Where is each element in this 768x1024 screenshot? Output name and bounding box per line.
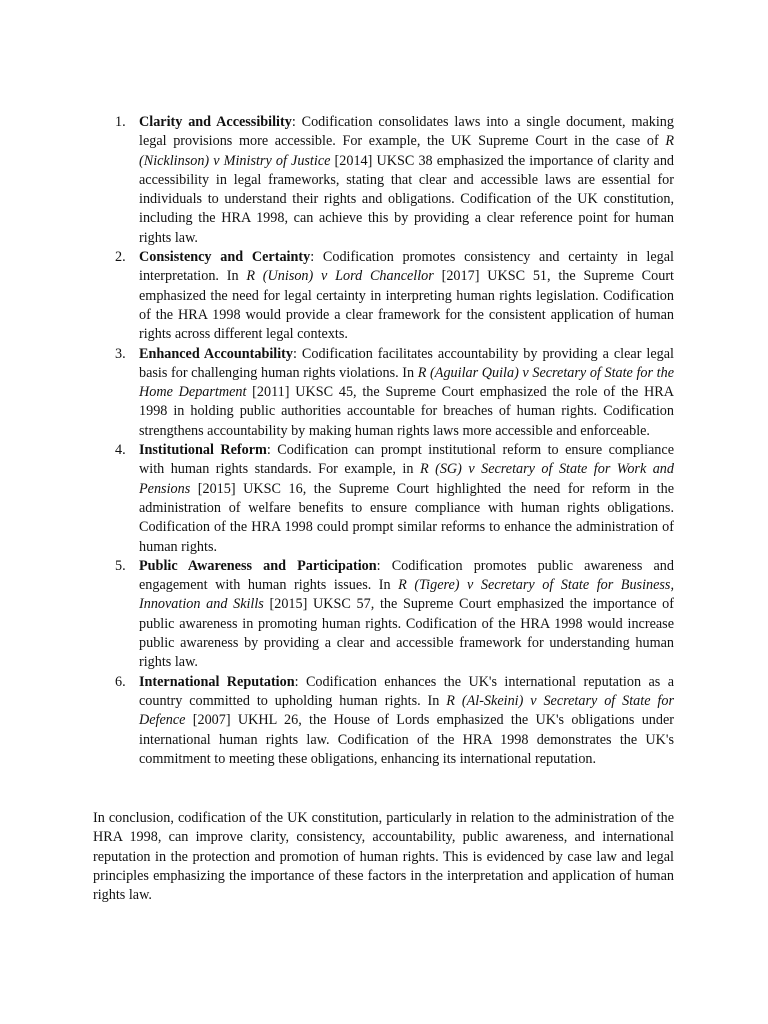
case-name: R (Al-Skeini) v Secretary of State for Defence: [139, 692, 674, 729]
case-name: R (SG) v Secretary of State for Work and Pensions: [139, 461, 674, 497]
item-text: [2017] UKSC 51, the Supreme Court emphasized the need for legal certainty in interpreting human rights legislation. Codification of the HRA 1998 would provide a clear framework for the consistent application of human rights across different legal contexts.: [139, 268, 674, 343]
item-text: : Codification promotes public awareness and engagement with human rights issues. In: [139, 557, 674, 594]
item-text: : Codification promotes consistency and certainty in legal interpretation. In: [139, 249, 674, 285]
item-number: 2.: [115, 249, 126, 266]
item-number: 3.: [115, 345, 126, 362]
list-item-international-reputation: [108, 673, 674, 769]
list-item-accountability: [108, 345, 674, 441]
item-heading: Enhanced Accountability: [139, 345, 293, 362]
list-item-clarity: [108, 113, 674, 248]
case-name: R (Nicklinson) v Ministry of Justice: [139, 133, 674, 169]
conclusion-paragraph: In conclusion, codification of the UK constitution, particularly in relation to the administration of the HRA 1998, can improve clarity, consistency, accountability, public awareness, and international reputation in the protection and promotion of human rights. This is evidenced by case law and legal principles emphasizing the importance of these factors in the interpretation and application of human rights law.: [93, 810, 674, 904]
list-item-institutional-reform: [108, 441, 674, 557]
item-text: [2011] UKSC 45, the Supreme Court emphasized the role of the HRA 1998 in holding public authorities accountable for breaches of human rights. Codification strengthens accountability by making human rights laws more accessible and enforceable.: [139, 384, 675, 439]
numbered-list: [108, 113, 674, 769]
item-text: [2015] UKSC 57, the Supreme Court emphasized the importance of public awareness in promoting human rights. Codification of the HRA 1998 would increase public awareness by providing a clear and accessible framework for understanding human rights law.: [139, 596, 674, 671]
item-text: : Codification consolidates laws into a single document, making legal provisions more accessible. For example, the UK Supreme Court in the case of: [139, 114, 674, 150]
item-text: [2014] UKSC 38 emphasized the importance of clarity and accessibility in legal frameworks, stating that clear and accessible laws are essential for individuals to understand their rights and obligations. Codification of the UK constitution, including the HRA 1998, can achieve this by providing a clear reference point for human rights law.: [139, 152, 675, 246]
item-number: 1.: [115, 114, 126, 130]
item-heading: Public Awareness and Participation: [139, 557, 377, 574]
item-number: 6.: [115, 673, 126, 690]
item-number: 4.: [115, 442, 126, 459]
list-item-consistency: [108, 248, 674, 344]
item-text: : Codification enhances the UK's international reputation as a country committed to upholding human rights. In: [139, 673, 674, 709]
case-name: R (Aguilar Quila) v Secretary of State for the Home Department: [139, 364, 674, 401]
item-text: [2015] UKSC 16, the Supreme Court highlighted the need for reform in the administration of welfare benefits to ensure compliance with human rights obligations. Codification of the HRA 1998 could prompt similar reforms to enhance the administration of human rights.: [139, 480, 674, 555]
item-heading: International Reputation: [139, 673, 295, 690]
item-text: : Codification facilitates accountability by providing a clear legal basis for challenging human rights violations. In: [139, 345, 674, 381]
item-heading: Institutional Reform: [139, 442, 267, 459]
list-item-public-awareness: [108, 557, 674, 673]
item-number: 5.: [115, 557, 126, 574]
item-text: [2007] UKHL 26, the House of Lords emphasized the UK's obligations under international human rights law. Codification of the HRA 1998 demonstrates the UK's commitment to meeting these obligations, enhancing its international reputation.: [139, 712, 674, 767]
case-name: R (Tigere) v Secretary of State for Business, Innovation and Skills: [139, 577, 674, 613]
item-heading: Consistency and Certainty: [139, 249, 311, 266]
item-text: : Codification can prompt institutional reform to ensure compliance with human rights standards. For example, in: [139, 442, 674, 478]
item-heading: Clarity and Accessibility: [139, 114, 292, 130]
case-name: R (Unison) v Lord Chancellor: [246, 268, 434, 285]
